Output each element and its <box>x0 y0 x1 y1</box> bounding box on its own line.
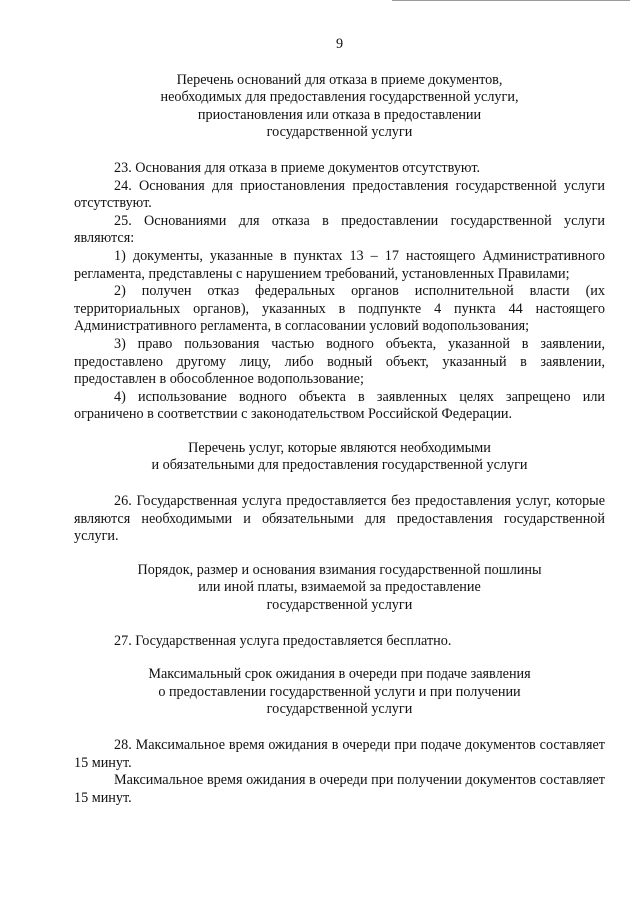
heading-line: Порядок, размер и основания взимания государственной пошлины <box>137 561 542 578</box>
top-edge-line <box>392 0 630 1</box>
paragraph-25: 25. Основаниями для отказа в предоставлении государственной услуги являются: <box>74 212 605 247</box>
paragraph-25-item-1: 1) документы, указанные в пунктах 13 – 17 настоящего Административного регламента, представлены с нарушением требований, установленных Правилами; <box>74 247 605 282</box>
paragraph-28: 28. Максимальное время ожидания в очереди при подаче документов составляет 15 минут. <box>74 737 605 771</box>
section-heading-waiting-time <box>74 666 605 719</box>
heading-line: Перечень услуг, которые являются необходимыми <box>188 439 491 456</box>
paragraph-23: 23. Основания для отказа в приеме документов отсутствуют. <box>114 159 481 176</box>
paragraph-25-item-2: 2) получен отказ федеральных органов исполнительной власти (их территориальных органов), указанных в подпункте 4 пункта 44 настоящего Административного регламента, в согласовании условий водопользования; <box>74 283 605 335</box>
paragraph-28-receipt: Максимальное время ожидания в очереди при получении документов составляет 15 минут. <box>74 772 605 806</box>
paragraph-26: 26. Государственная услуга предоставляется без предоставления услуг, которые являются необходимыми и обязательными для предоставления государственной услуги. <box>74 493 605 545</box>
paragraph-25-item-4: 4) использование водного объекта в заявленных целях запрещено или ограничено в соответствии с законодательством Российской Федерации. <box>74 388 605 423</box>
paragraph-25-item-3: 3) право пользования частью водного объекта, указанной в заявлении, предоставлено другому лицу, либо водный объект, указанный в заявлении, предоставлен в обособленное водопользование; <box>74 335 605 388</box>
section-heading-fees <box>74 562 605 615</box>
section-heading-required-services <box>74 440 605 475</box>
heading-line: необходимых для предоставления государственной услуги, <box>160 89 519 106</box>
heading-line: государственной услуги <box>266 701 413 718</box>
paragraph-24: 24. Основания для приостановления предоставления государственной услуги отсутствуют. <box>74 177 605 212</box>
document-page <box>74 36 605 807</box>
heading-line: о предоставлении государственной услуги и при получении <box>158 683 521 700</box>
paragraph-27: 27. Государственная услуга предоставляется бесплатно. <box>114 632 452 649</box>
heading-line: Максимальный срок ожидания в очереди при подаче заявления <box>148 666 531 683</box>
heading-line: государственной услуги <box>266 597 413 614</box>
heading-line: или иной платы, взимаемой за предоставление <box>198 579 481 596</box>
heading-line: Перечень оснований для отказа в приеме документов, <box>176 71 503 88</box>
heading-line: и обязательными для предоставления государственной услуги <box>151 457 528 474</box>
heading-line: государственной услуги <box>266 124 413 141</box>
section-heading-refusal-grounds <box>74 72 605 142</box>
page-number: 9 <box>335 36 344 52</box>
heading-line: приостановления или отказа в предоставлении <box>197 106 482 123</box>
